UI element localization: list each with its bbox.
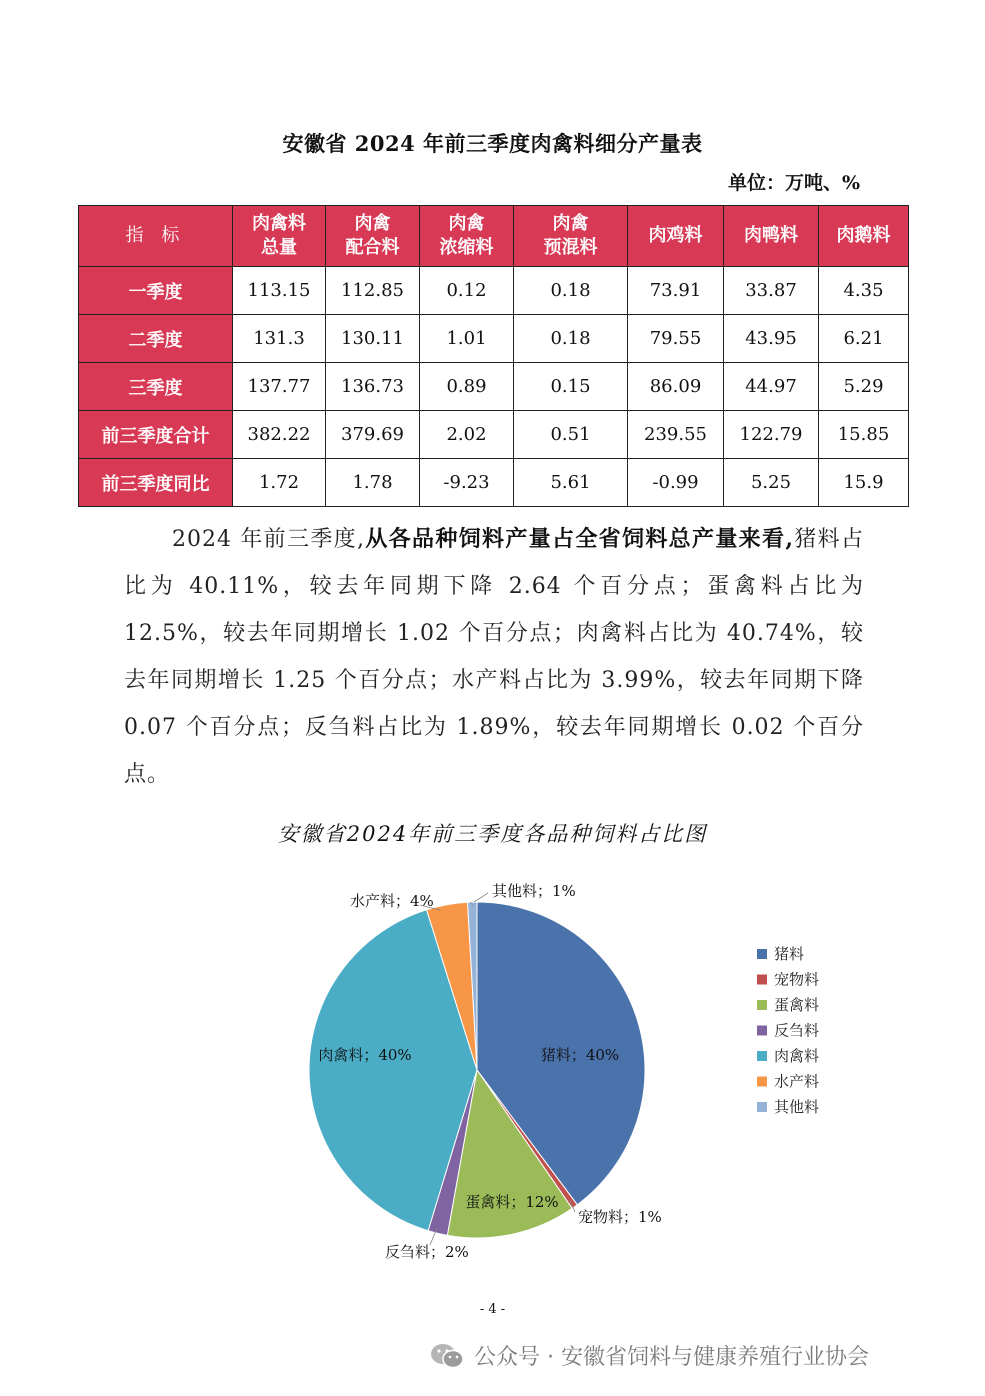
header-cell: 肉禽料 总量 <box>233 206 326 267</box>
table-title: 安徽省 2024 年前三季度肉禽料细分产量表 <box>282 131 703 156</box>
header-cell: 肉禽 配合料 <box>326 206 420 267</box>
page-number: - 4 - <box>479 1302 506 1317</box>
table-cell: 2.02 <box>420 411 514 459</box>
header-cell: 肉禽 浓缩料 <box>420 206 514 267</box>
table-cell: 136.73 <box>326 363 420 411</box>
legend-swatch <box>757 1000 767 1010</box>
legend-label: 其他料 <box>774 1098 820 1116</box>
row-label: 三季度 <box>79 363 233 411</box>
legend-swatch <box>757 975 767 985</box>
table-cell: 1.01 <box>420 315 514 363</box>
table-cell: 1.72 <box>233 459 326 507</box>
table-cell: 239.55 <box>628 411 724 459</box>
table-cell: 113.15 <box>233 267 326 315</box>
table-cell: 5.61 <box>514 459 628 507</box>
para-part2: 猪料占比为 40.11%，较去年同期下降 2.64 个百分点；蛋禽料占比为 12.5%，较去年同期增长 1.02 个百分点；肉禽料占比为 40.74%，较去年同期增长 1.25 个百分点；水产料占比为 3.99%，较去年同期下降 0.07 个百分点；反刍料占比为 1.89%，较去年同期增长 0.02 个百分点。 <box>124 527 864 787</box>
table-cell: 0.12 <box>420 267 514 315</box>
table-cell: 382.22 <box>233 411 326 459</box>
table-cell: 130.11 <box>326 315 420 363</box>
table-cell: 5.29 <box>819 363 909 411</box>
data-label: 蛋禽料；12% <box>465 1193 559 1211</box>
table-cell: 0.15 <box>514 363 628 411</box>
para-bold: 从各品种饲料产量占全省饲料总产量来看, <box>364 526 794 552</box>
row-label: 前三季度同比 <box>79 459 233 507</box>
table-cell: 33.87 <box>724 267 819 315</box>
footer-watermark <box>430 1340 869 1371</box>
data-label: 肉禽料；40% <box>318 1046 412 1064</box>
legend-label: 水产料 <box>774 1072 820 1091</box>
table-cell: 79.55 <box>628 315 724 363</box>
para-part1: 2024 年前三季度, <box>172 527 365 552</box>
header-cell: 肉鹅料 <box>819 206 909 267</box>
leader-line <box>474 893 488 902</box>
data-label: 其他料；1% <box>492 882 576 900</box>
chart-title: 安徽省2024年前三季度各品种饲料占比图 <box>277 822 708 846</box>
table-cell: 0.89 <box>420 363 514 411</box>
legend-swatch <box>757 1077 767 1087</box>
legend-swatch <box>757 1026 767 1036</box>
table-cell: -0.99 <box>628 459 724 507</box>
wechat-icon <box>430 1342 464 1370</box>
table-cell: 112.85 <box>326 267 420 315</box>
data-label: 宠物料；1% <box>578 1208 662 1226</box>
legend-label: 反刍料 <box>774 1021 820 1040</box>
row-label: 一季度 <box>79 267 233 315</box>
data-label: 水产料；4% <box>350 892 434 910</box>
legend-label: 蛋禽料 <box>774 996 820 1014</box>
table-cell: 137.77 <box>233 363 326 411</box>
legend-swatch <box>757 949 767 959</box>
table-cell: 0.51 <box>514 411 628 459</box>
table-cell: -9.23 <box>420 459 514 507</box>
legend-swatch <box>757 1051 767 1061</box>
legend-label: 肉禽料 <box>774 1047 820 1065</box>
unit-label: 单位：万吨、% <box>727 172 860 194</box>
header-cell: 指 标 <box>79 206 233 267</box>
legend-label: 宠物料 <box>774 970 820 989</box>
table-cell: 379.69 <box>326 411 420 459</box>
table-cell: 86.09 <box>628 363 724 411</box>
data-label: 反刍料；2% <box>385 1243 469 1261</box>
table-cell: 4.35 <box>819 267 909 315</box>
header-cell: 肉禽 预混料 <box>514 206 628 267</box>
table-cell: 15.9 <box>819 459 909 507</box>
table-cell: 0.18 <box>514 267 628 315</box>
table-cell: 43.95 <box>724 315 819 363</box>
footer-text: 公众号 · 安徽省饲料与健康养殖行业协会 <box>474 1345 869 1370</box>
legend-label: 猪料 <box>774 945 805 963</box>
table-cell: 131.3 <box>233 315 326 363</box>
row-label: 前三季度合计 <box>79 411 233 459</box>
legend-swatch <box>757 1102 767 1112</box>
data-label: 猪料；40% <box>540 1046 620 1064</box>
table-cell: 44.97 <box>724 363 819 411</box>
table-cell: 73.91 <box>628 267 724 315</box>
table-cell: 15.85 <box>819 411 909 459</box>
table-cell: 0.18 <box>514 315 628 363</box>
table-cell: 1.78 <box>326 459 420 507</box>
table-cell: 6.21 <box>819 315 909 363</box>
row-label: 二季度 <box>79 315 233 363</box>
header-cell: 肉鸡料 <box>628 206 724 267</box>
table-cell: 5.25 <box>724 459 819 507</box>
header-cell: 肉鸭料 <box>724 206 819 267</box>
table-cell: 122.79 <box>724 411 819 459</box>
